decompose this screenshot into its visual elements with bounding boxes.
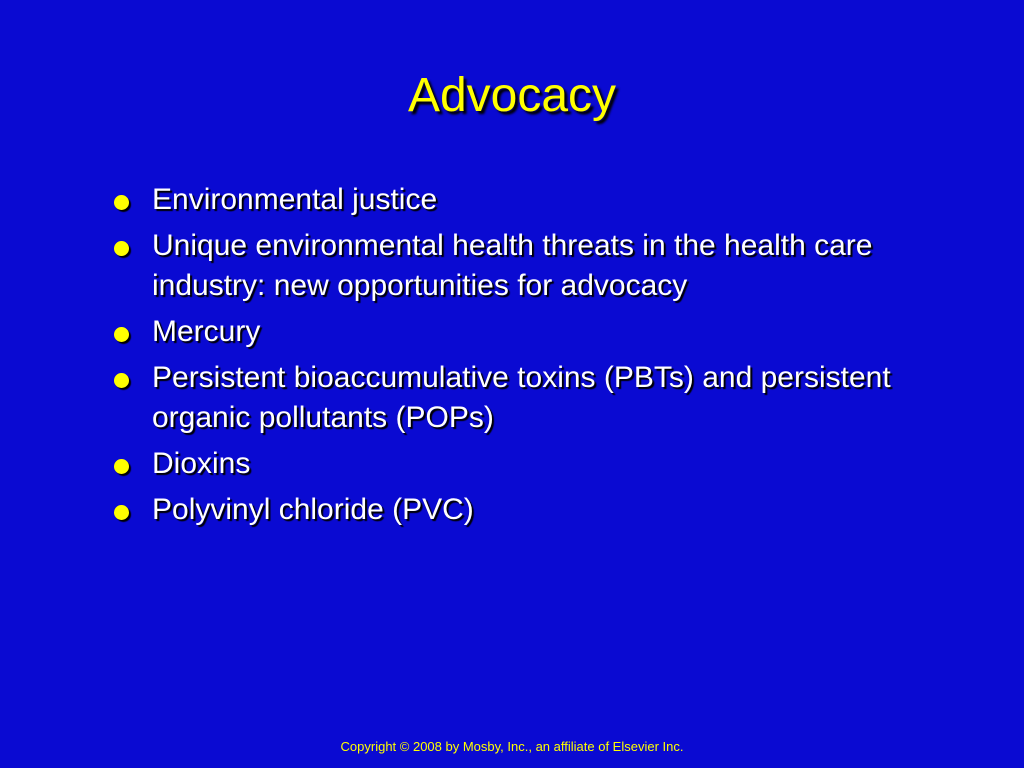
bullet-dot-icon (114, 327, 129, 342)
bullet-dot-icon (114, 505, 129, 520)
slide-title: Advocacy (407, 69, 617, 122)
bullet-text: Polyvinyl chloride (PVC) (152, 493, 474, 526)
bullet-text: Persistent bioaccumulative toxins (PBTs) and persistent organic pollutants (POPs) (152, 361, 891, 434)
bullet-dot-icon (114, 373, 129, 388)
bullet-item (112, 226, 912, 306)
bullet-item (112, 358, 912, 438)
bullet-text: Environmental justice (152, 183, 438, 216)
bullet-item (112, 444, 912, 484)
bullet-item (112, 180, 912, 220)
bullet-dot-icon (114, 459, 129, 474)
bullet-item (112, 312, 912, 352)
bullet-text: Unique environmental health threats in the health care industry: new opportunities for advocacy (152, 229, 873, 302)
bullet-dot-icon (114, 195, 129, 210)
bullet-dot-icon (114, 241, 129, 256)
bullet-list (112, 180, 912, 536)
bullet-text: Mercury (152, 315, 261, 348)
bullet-text: Dioxins (152, 447, 251, 480)
copyright-footer: Copyright © 2008 by Mosby, Inc., an affiliate of Elsevier Inc. (340, 739, 684, 754)
bullet-item (112, 490, 912, 530)
